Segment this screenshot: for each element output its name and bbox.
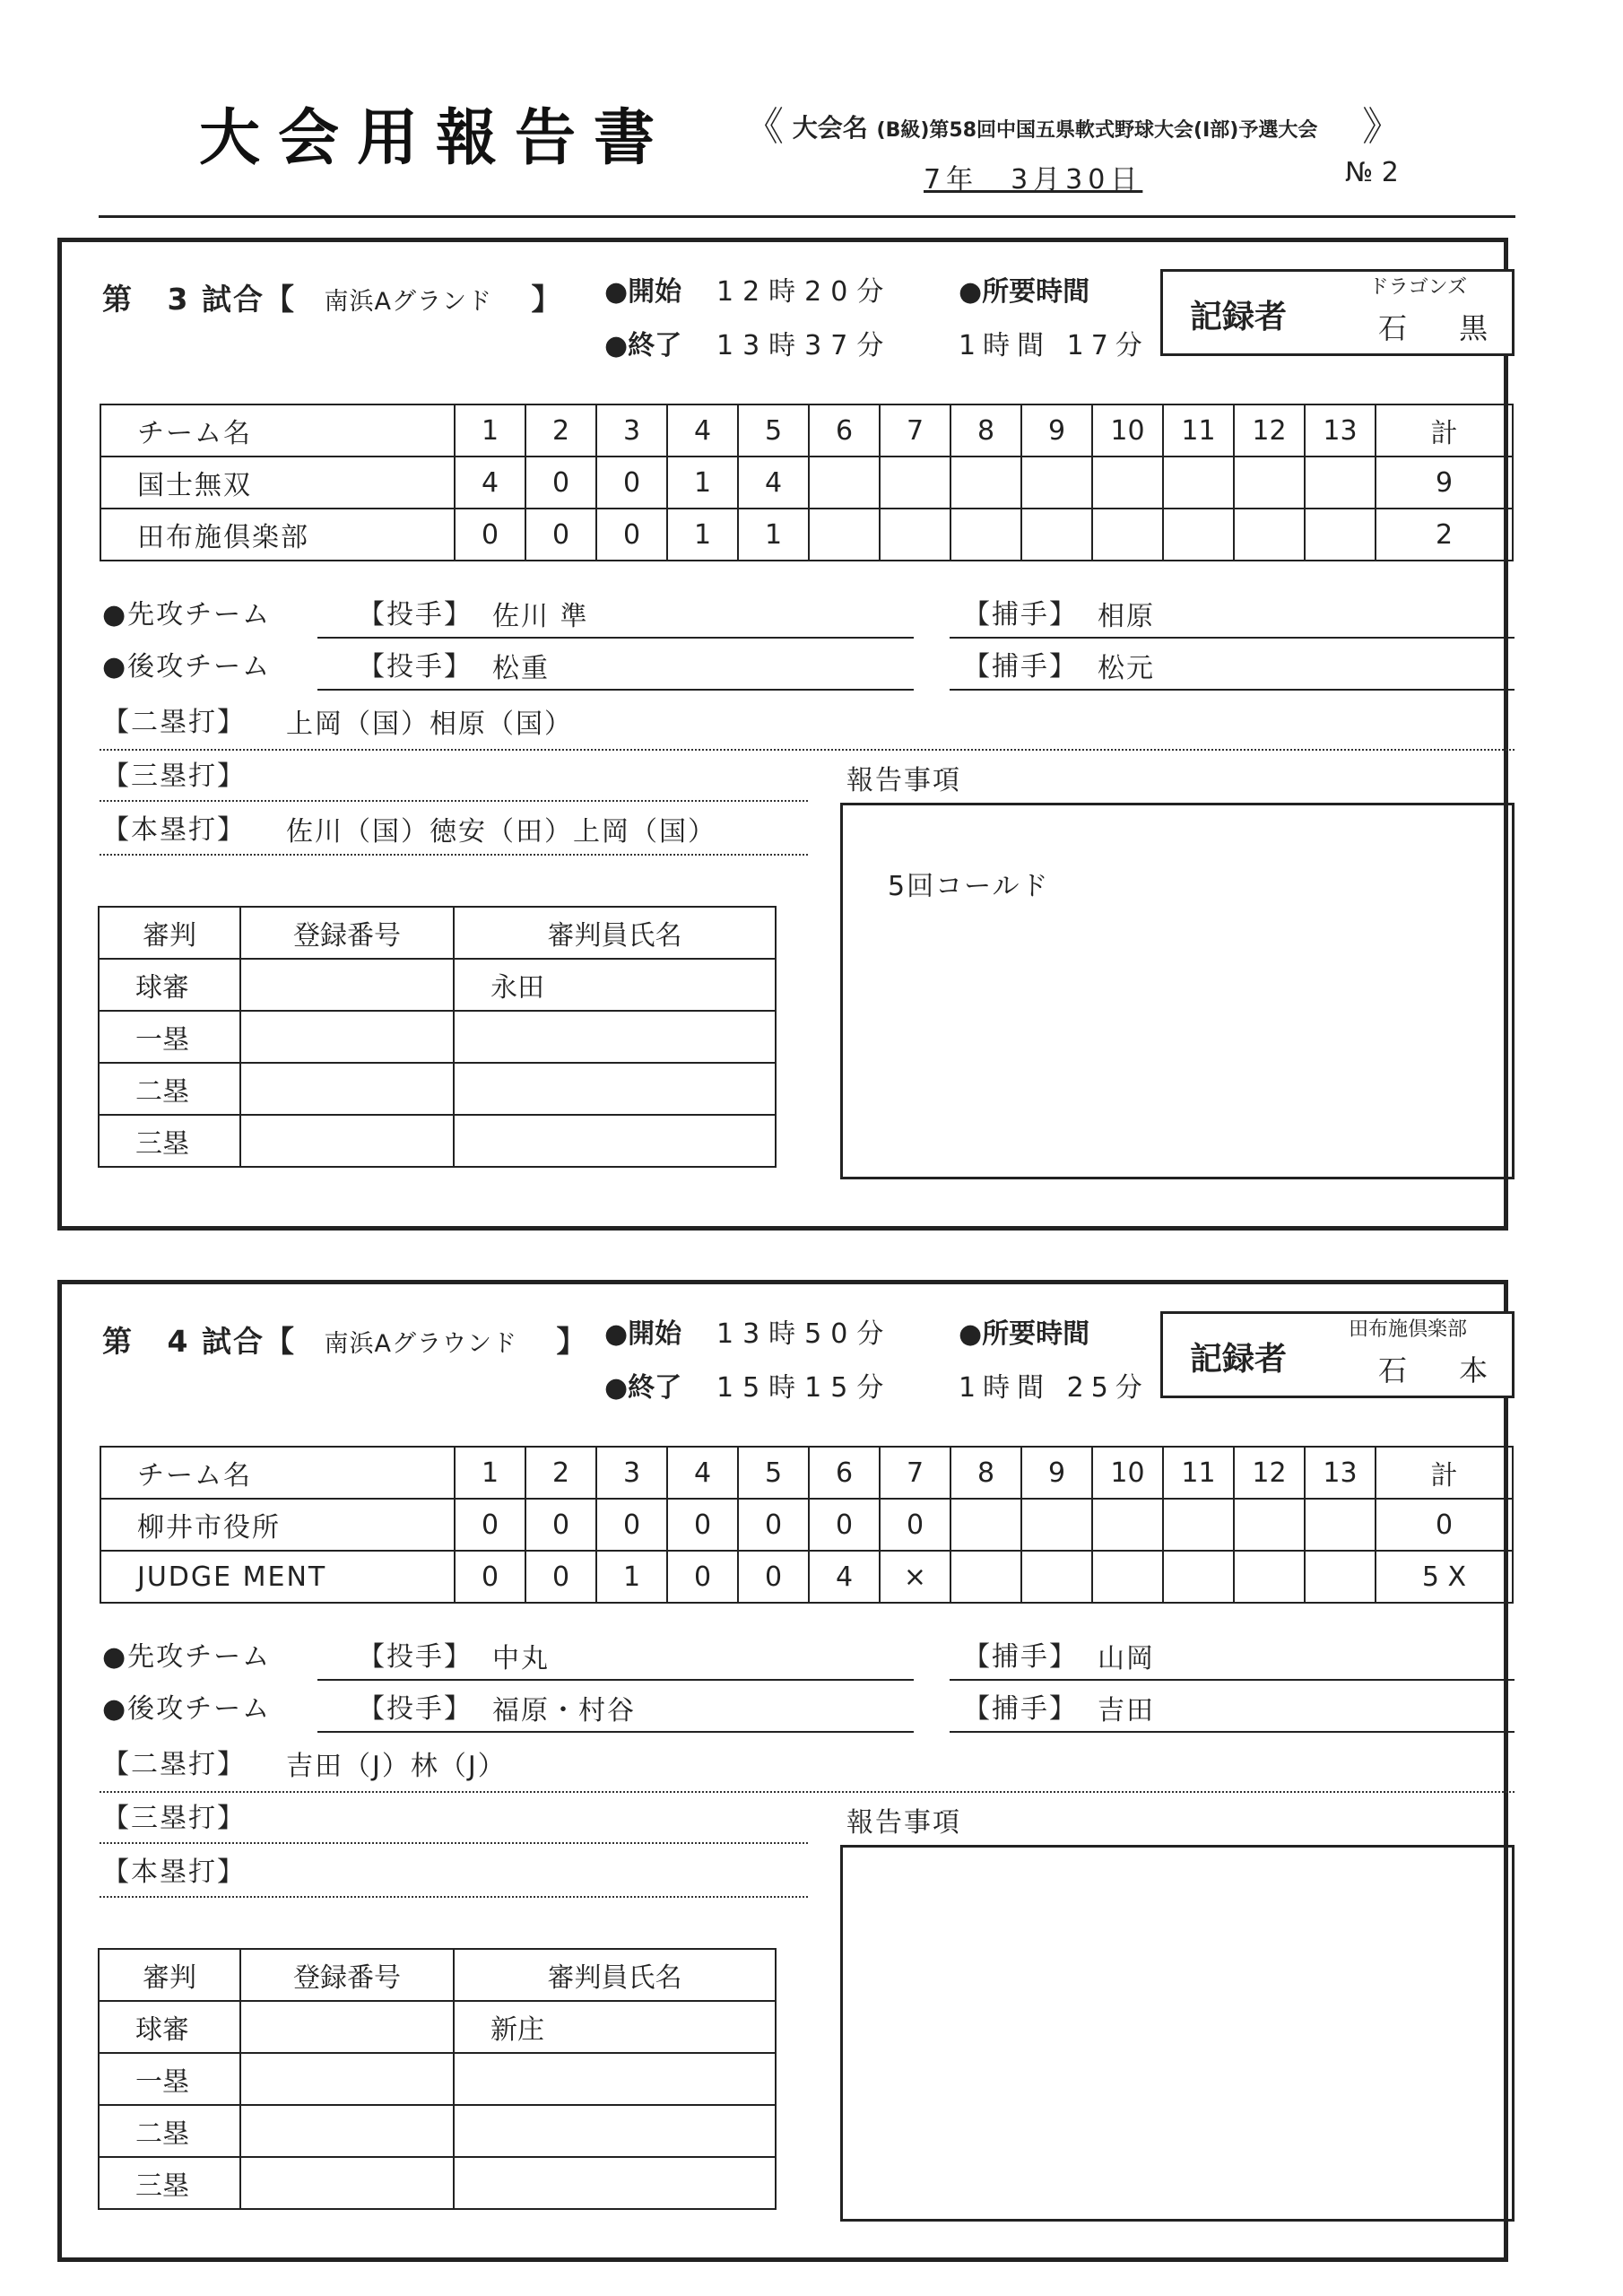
visitor-catcher: 山岡 xyxy=(1098,1643,1155,1674)
inning-score: 1 xyxy=(738,509,809,561)
inning-header: 7 xyxy=(880,404,950,457)
team-total: 5 X xyxy=(1376,1551,1513,1603)
home-catcher: 吉田 xyxy=(1098,1695,1155,1726)
home-pitcher: 福原・村谷 xyxy=(492,1695,636,1726)
umpire-registration xyxy=(240,2001,454,2053)
inning-header: 12 xyxy=(1234,404,1305,457)
report-label: 報告事項 xyxy=(846,765,961,796)
home-pitcher-label: 【投手】 xyxy=(358,651,473,683)
inning-header: 11 xyxy=(1163,404,1234,457)
recorder-team: 田布施倶楽部 xyxy=(1348,1318,1467,1341)
start-label: ●開始 xyxy=(604,276,682,308)
homeruns-value: 佐川（国）徳安（田）上岡（国） xyxy=(286,816,716,848)
umpire-name: 永田 xyxy=(454,959,776,1011)
inning-header: 4 xyxy=(667,404,738,457)
total-header: 計 xyxy=(1376,404,1513,457)
team-score-row xyxy=(100,509,1513,561)
umpire-registration xyxy=(240,2157,454,2209)
umpire-name xyxy=(454,2157,776,2209)
inning-score xyxy=(950,509,1021,561)
inning-score xyxy=(950,1499,1021,1551)
home-catcher: 松元 xyxy=(1098,653,1155,684)
end-time: 15時15分 xyxy=(716,1372,893,1404)
document-number: № 2 xyxy=(1345,157,1399,188)
team-total: 0 xyxy=(1376,1499,1513,1551)
umpire-name xyxy=(454,1011,776,1063)
inning-score: 4 xyxy=(738,457,809,509)
inning-score xyxy=(880,509,950,561)
report-text: 5回コールド xyxy=(888,871,1050,902)
inning-score xyxy=(1021,457,1092,509)
report-date: 7年 3月30日 xyxy=(924,164,1143,196)
tournament-name: 《 大会名 (B級)第58回中国五県軟式野球大会(Ⅰ部)予選大会 》 xyxy=(744,104,1402,150)
inning-header: 2 xyxy=(525,1447,596,1499)
inning-score: 1 xyxy=(667,509,738,561)
team-name-header: チーム名 xyxy=(100,404,455,457)
inning-score: 0 xyxy=(455,1551,525,1603)
umpire-registration xyxy=(240,1011,454,1063)
umpire-header-cell: 登録番号 xyxy=(240,1949,454,2001)
visitor-pitcher: 中丸 xyxy=(492,1643,550,1674)
homeruns-label: 【本塁打】 xyxy=(102,814,246,846)
venue: 南浜Aグラウンド xyxy=(324,1330,517,1358)
visitor-catcher: 相原 xyxy=(1098,601,1155,632)
start-time: 12時20分 xyxy=(716,276,893,308)
game-title: 第 4 試合【 南浜Aグラウンド 】 xyxy=(102,1324,588,1359)
umpire-role: 二塁 xyxy=(99,1063,240,1115)
umpire-header-cell: 審判 xyxy=(99,907,240,959)
inning-score: 0 xyxy=(455,1499,525,1551)
inning-score xyxy=(1163,1499,1234,1551)
recorder-label: 記録者 xyxy=(1190,1341,1288,1378)
homeruns-label: 【本塁打】 xyxy=(102,1857,246,1888)
inning-score xyxy=(1163,457,1234,509)
umpire-name xyxy=(454,2053,776,2105)
umpire-row xyxy=(99,2157,776,2209)
team-name: JUDGE MENT xyxy=(100,1551,455,1603)
umpire-row xyxy=(99,2105,776,2157)
inning-header: 4 xyxy=(667,1447,738,1499)
inning-score: 0 xyxy=(738,1551,809,1603)
inning-score xyxy=(1021,509,1092,561)
inning-score: 0 xyxy=(525,509,596,561)
inning-score xyxy=(1021,1551,1092,1603)
duration-label: ●所要時間 xyxy=(959,1318,1090,1350)
inning-header: 8 xyxy=(950,404,1021,457)
doubles-value: 上岡（国）相原（国） xyxy=(286,709,573,740)
home-pitcher: 松重 xyxy=(492,653,550,684)
umpire-role: 二塁 xyxy=(99,2105,240,2157)
page-title: 大会用報告書 xyxy=(199,102,673,174)
umpire-row xyxy=(99,1063,776,1115)
umpire-registration xyxy=(240,2053,454,2105)
umpire-header-cell: 審判 xyxy=(99,1949,240,2001)
inning-score: 0 xyxy=(525,1499,596,1551)
end-label: ●終了 xyxy=(604,1372,682,1404)
home-catcher-label: 【捕手】 xyxy=(963,651,1078,683)
inning-score xyxy=(1305,457,1376,509)
team-name: 田布施倶楽部 xyxy=(100,509,455,561)
umpire-role: 一塁 xyxy=(99,1011,240,1063)
report-label: 報告事項 xyxy=(846,1807,961,1839)
inning-score xyxy=(880,457,950,509)
inning-score: 0 xyxy=(455,509,525,561)
team-name: 国士無双 xyxy=(100,457,455,509)
inning-score xyxy=(1234,509,1305,561)
inning-score: 0 xyxy=(525,457,596,509)
recorder-label: 記録者 xyxy=(1190,299,1288,335)
inning-score xyxy=(1092,1499,1163,1551)
inning-header: 5 xyxy=(738,1447,809,1499)
team-score-row xyxy=(100,457,1513,509)
scoreboard xyxy=(100,1446,1514,1604)
visitor-pitcher-label: 【投手】 xyxy=(358,1641,473,1673)
scoreboard-header-row xyxy=(100,1447,1513,1499)
umpire-row xyxy=(99,959,776,1011)
home-catcher-label: 【捕手】 xyxy=(963,1693,1078,1725)
umpire-row xyxy=(99,1115,776,1167)
umpire-name xyxy=(454,1115,776,1167)
recorder-name: 石 黒 xyxy=(1378,311,1510,345)
game-section-4 xyxy=(57,1280,1508,2262)
recorder-box xyxy=(1160,1311,1515,1398)
inning-score: 0 xyxy=(525,1551,596,1603)
inning-score xyxy=(1163,509,1234,561)
umpire-header-row xyxy=(99,907,776,959)
inning-header: 1 xyxy=(455,1447,525,1499)
visitor-pitcher-label: 【投手】 xyxy=(358,599,473,631)
umpire-registration xyxy=(240,1115,454,1167)
inning-score: 4 xyxy=(455,457,525,509)
report-box xyxy=(840,803,1515,1179)
inning-score: 1 xyxy=(667,457,738,509)
inning-score: 0 xyxy=(667,1499,738,1551)
inning-header: 6 xyxy=(809,404,880,457)
start-time: 13時50分 xyxy=(716,1318,893,1350)
team-total: 9 xyxy=(1376,457,1513,509)
inning-header: 5 xyxy=(738,404,809,457)
inning-score: 0 xyxy=(880,1499,950,1551)
team-name: 柳井市役所 xyxy=(100,1499,455,1551)
inning-score xyxy=(950,1551,1021,1603)
umpire-registration xyxy=(240,1063,454,1115)
inning-score xyxy=(1234,457,1305,509)
triples-label: 【三塁打】 xyxy=(102,1803,246,1834)
recorder-name: 石 本 xyxy=(1378,1353,1510,1387)
inning-header: 10 xyxy=(1092,1447,1163,1499)
visitor-pitcher: 佐川 準 xyxy=(492,601,589,632)
inning-header: 6 xyxy=(809,1447,880,1499)
duration-value: 1時間 25分 xyxy=(959,1372,1150,1404)
umpire-row xyxy=(99,1011,776,1063)
umpire-registration xyxy=(240,959,454,1011)
inning-score xyxy=(1092,1551,1163,1603)
inning-score: 0 xyxy=(809,1499,880,1551)
inning-score xyxy=(1092,509,1163,561)
team-total: 2 xyxy=(1376,509,1513,561)
inning-header: 8 xyxy=(950,1447,1021,1499)
home-label: ●後攻チーム xyxy=(102,1693,272,1725)
header-divider xyxy=(99,215,1515,218)
inning-score: 0 xyxy=(667,1551,738,1603)
umpire-role: 球審 xyxy=(99,2001,240,2053)
inning-score xyxy=(1234,1499,1305,1551)
inning-score: × xyxy=(880,1551,950,1603)
duration-label: ●所要時間 xyxy=(959,276,1090,308)
recorder-box xyxy=(1160,269,1515,356)
total-header: 計 xyxy=(1376,1447,1513,1499)
inning-score xyxy=(1163,1551,1234,1603)
visitor-label: ●先攻チーム xyxy=(102,599,272,631)
inning-score: 0 xyxy=(738,1499,809,1551)
doubles-label: 【二塁打】 xyxy=(102,1749,246,1780)
start-label: ●開始 xyxy=(604,1318,682,1350)
umpire-name xyxy=(454,2105,776,2157)
umpire-role: 球審 xyxy=(99,959,240,1011)
inning-score xyxy=(1305,1551,1376,1603)
inning-score: 1 xyxy=(596,1551,667,1603)
umpire-name: 新庄 xyxy=(454,2001,776,2053)
inning-score xyxy=(809,457,880,509)
tournament-class: (B級) xyxy=(876,119,930,142)
inning-header: 11 xyxy=(1163,1447,1234,1499)
umpire-table xyxy=(98,1948,777,2210)
team-score-row xyxy=(100,1499,1513,1551)
tournament-label: 大会名 xyxy=(792,113,868,143)
inning-header: 13 xyxy=(1305,1447,1376,1499)
recorder-team: ドラゴンズ xyxy=(1368,276,1467,299)
inning-header: 10 xyxy=(1092,404,1163,457)
umpire-header-cell: 審判員氏名 xyxy=(454,907,776,959)
home-pitcher-label: 【投手】 xyxy=(358,1693,473,1725)
umpire-role: 一塁 xyxy=(99,2053,240,2105)
umpire-role: 三塁 xyxy=(99,2157,240,2209)
inning-score xyxy=(809,509,880,561)
visitor-label: ●先攻チーム xyxy=(102,1641,272,1673)
inning-header: 12 xyxy=(1234,1447,1305,1499)
doubles-label: 【二塁打】 xyxy=(102,707,246,738)
umpire-role: 三塁 xyxy=(99,1115,240,1167)
umpire-registration xyxy=(240,2105,454,2157)
inning-header: 7 xyxy=(880,1447,950,1499)
inning-header: 3 xyxy=(596,404,667,457)
inning-header: 9 xyxy=(1021,404,1092,457)
umpire-name xyxy=(454,1063,776,1115)
inning-header: 13 xyxy=(1305,404,1376,457)
doubles-value: 吉田（J）林（J） xyxy=(286,1751,507,1782)
inning-score: 4 xyxy=(809,1551,880,1603)
team-score-row xyxy=(100,1551,1513,1603)
end-label: ●終了 xyxy=(604,330,682,361)
inning-score xyxy=(1021,1499,1092,1551)
umpire-table xyxy=(98,906,777,1168)
inning-header: 9 xyxy=(1021,1447,1092,1499)
umpire-row xyxy=(99,2001,776,2053)
visitor-catcher-label: 【捕手】 xyxy=(963,1641,1078,1673)
inning-score: 0 xyxy=(596,509,667,561)
game-title: 第 3 試合【 南浜Aグランド 】 xyxy=(102,282,563,317)
umpire-header-cell: 登録番号 xyxy=(240,907,454,959)
game-number: 3 xyxy=(167,282,190,317)
game-section-3 xyxy=(57,238,1508,1231)
venue: 南浜Aグランド xyxy=(324,288,492,316)
scoreboard xyxy=(100,404,1514,561)
report-box xyxy=(840,1845,1515,2222)
umpire-header-cell: 審判員氏名 xyxy=(454,1949,776,2001)
inning-score xyxy=(1234,1551,1305,1603)
umpire-row xyxy=(99,2053,776,2105)
tournament-title: 第58回中国五県軟式野球大会(Ⅰ部)予選大会 xyxy=(929,119,1318,142)
end-time: 13時37分 xyxy=(716,330,893,361)
triples-label: 【三塁打】 xyxy=(102,761,246,792)
inning-score xyxy=(1305,1499,1376,1551)
inning-header: 1 xyxy=(455,404,525,457)
visitor-catcher-label: 【捕手】 xyxy=(963,599,1078,631)
inning-score xyxy=(1092,457,1163,509)
inning-header: 3 xyxy=(596,1447,667,1499)
inning-score xyxy=(1305,509,1376,561)
game-number: 4 xyxy=(167,1324,190,1359)
home-label: ●後攻チーム xyxy=(102,651,272,683)
duration-value: 1時間 17分 xyxy=(959,330,1150,361)
team-name-header: チーム名 xyxy=(100,1447,455,1499)
umpire-header-row xyxy=(99,1949,776,2001)
scoreboard-header-row xyxy=(100,404,1513,457)
inning-score xyxy=(950,457,1021,509)
inning-score: 0 xyxy=(596,457,667,509)
inning-score: 0 xyxy=(596,1499,667,1551)
inning-header: 2 xyxy=(525,404,596,457)
